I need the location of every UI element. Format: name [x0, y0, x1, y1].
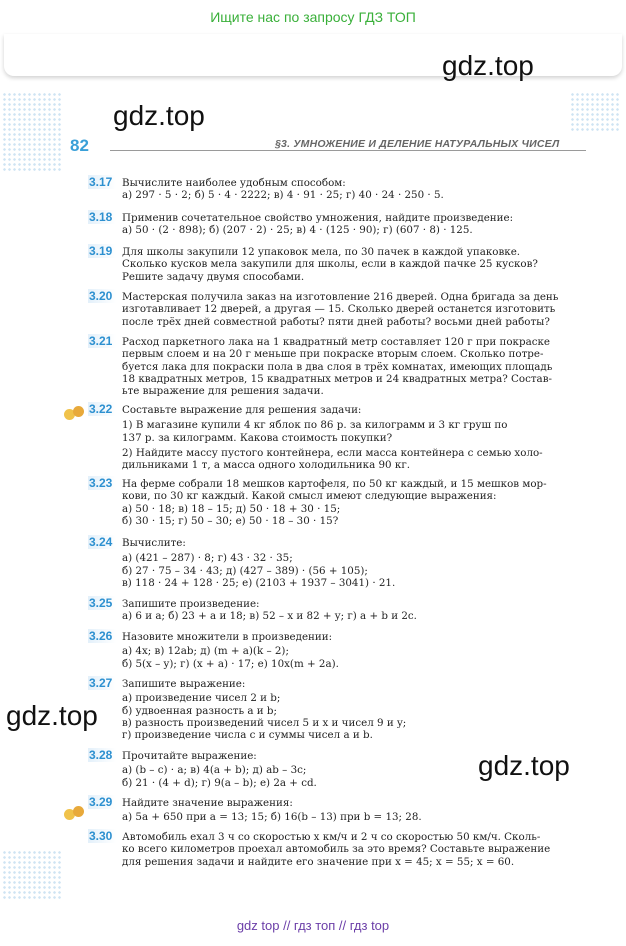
footer-links[interactable]: gdz top // гдз топ // гдз top [236, 918, 390, 933]
watermark-left: gdz.top [6, 700, 98, 731]
task-number: 3.18 [88, 210, 116, 224]
task-text: Применив сочетательное свойство умножения, найдите произведение: а) 50 · (2 · 898); б) (207 · 2) · 25; в) 4 · (125 · 90); г) (607 · 8) · 125. [122, 212, 514, 237]
task-number: 3.26 [88, 629, 116, 643]
task-number: 3.19 [88, 244, 116, 258]
task-text: Вычислите: а) (421 – 287) · 8; г) 43 · 32 · 35; б) 27 · 75 – 34 · 43; д) (427 – 389) · (56 + 105); в) 118 · 24 + 128 · 25; е) (2103 + 1937 – 3041) · 21. [122, 537, 396, 589]
task-number: 3.23 [88, 476, 116, 490]
task-text: Автомобиль ехал 3 ч со скоростью x км/ч и 2 ч со скоростью 50 км/ч. Сколь- ко всего километров проехал автомобиль за это время? Составьте выражение для решения задачи и найдите его значение при x = 45; x = 55; x = 60. [122, 831, 551, 868]
task-text: На ферме собрали 18 мешков картофеля, по 50 кг каждый, и 15 мешков мор- кови, по 30 кг каждый. Какой смысл имеют следующие выражения: а) 50 · 18; в) 18 – 15; д) 50 · 18 + 30 · 15; б) 30 · 15; г) 50 – 30; е) 50 · 18 – 30 · 15? [122, 478, 547, 527]
decor-dots-bottom [2, 850, 62, 900]
section-title: §3. УМНОЖЕНИЕ И ДЕЛЕНИЕ НАТУРАЛЬНЫХ ЧИСЕЛ [275, 138, 560, 150]
task-number: 3.17 [88, 175, 116, 189]
task-number: 3.27 [88, 676, 116, 690]
task-number: 3.28 [88, 748, 116, 762]
decor-dots-top [2, 92, 62, 172]
task-number: 3.29 [88, 795, 116, 809]
task-text: Мастерская получила заказ на изготовление 216 дверей. Одна бригада за день изготавливает 12 дверей, а другая — 15. Сколько дверей останется изготовить после трёх дней совместной работы? пяти дней работы? восьми дней работы? [122, 291, 559, 328]
search-banner[interactable]: Ищите нас по запросу ГДЗ ТОП [210, 9, 416, 25]
task-text: Запишите произведение: а) 6 и a; б) 23 + a и 18; в) 52 – x и 82 + y; г) a + b и 2c. [122, 598, 417, 623]
task-text: Запишите выражение: а) произведение чисел 2 и b; б) удвоенная разность a и b; в) разность произведений чисел 5 и x и чисел 9 и y; г) произведение числа c и суммы чисел a и b. [122, 678, 407, 742]
header-rule [110, 150, 586, 151]
task-text: Для школы закупили 12 упаковок мела, по 30 пачек в каждой упаковке. Сколько кусков мела закупили для школы, если в каждой пачке 25 кусков? Решите задачу двумя способами. [122, 246, 538, 283]
task-text: Найдите значение выражения: а) 5a + 650 при a = 13; 15; б) 16(b – 13) при b = 13; 28. [122, 797, 422, 824]
task-number: 3.30 [88, 829, 116, 843]
task-text: Составьте выражение для решения задачи: 1) В магазине купили 4 кг яблок по 86 р. за килограмм и 3 кг груш по 137 р. за килограмм. Какова стоимость покупки? 2) Найдите массу пустого контейнера, если масса контейнера с семью холо- дильниками 1 т, а масса одного холодильника 90 кг. [122, 404, 543, 472]
task-text: Расход паркетного лака на 1 квадратный метр составляет 120 г при покраске первым слоем и на 20 г меньше при покраске вторым слоем. Сколько потре- буется лака для покраски пола в два слоя в трёх комнатах, имеющих площадь 18 квадратных метров, 15 квадратных метров и 24 квадратных метра? Состав- ьте выражение для решения задачи. [122, 336, 553, 398]
task-number: 3.25 [88, 596, 116, 610]
watermark-page: gdz.top [113, 100, 205, 131]
page-number: 82 [70, 136, 89, 155]
task-number: 3.22 [88, 402, 116, 416]
watermark-top: gdz.top [442, 50, 534, 81]
task-text: Вычислите наиболее удобным способом: а) 297 · 5 · 2; б) 5 · 4 · 2222; в) 4 · 91 · 25; г) 40 · 24 · 250 · 5. [122, 177, 444, 202]
group-work-icon [64, 406, 90, 422]
group-work-icon [64, 806, 90, 822]
decor-dots-right [570, 92, 620, 132]
task-number: 3.20 [88, 289, 116, 303]
task-number: 3.24 [88, 535, 116, 549]
task-number: 3.21 [88, 334, 116, 348]
task-text: Прочитайте выражение: а) (b – c) · a; в) 4(a + b); д) ab – 3c; б) 21 · (4 + d); г) 9(a – b); е) 2a + cd. [122, 750, 317, 789]
task-text: Назовите множители в произведении: а) 4x; в) 12ab; д) (m + a)(k – 2); б) 5(x – y); г) (x + a) · 17; е) 10x(m + 2a). [122, 631, 339, 670]
watermark-right: gdz.top [478, 750, 570, 781]
